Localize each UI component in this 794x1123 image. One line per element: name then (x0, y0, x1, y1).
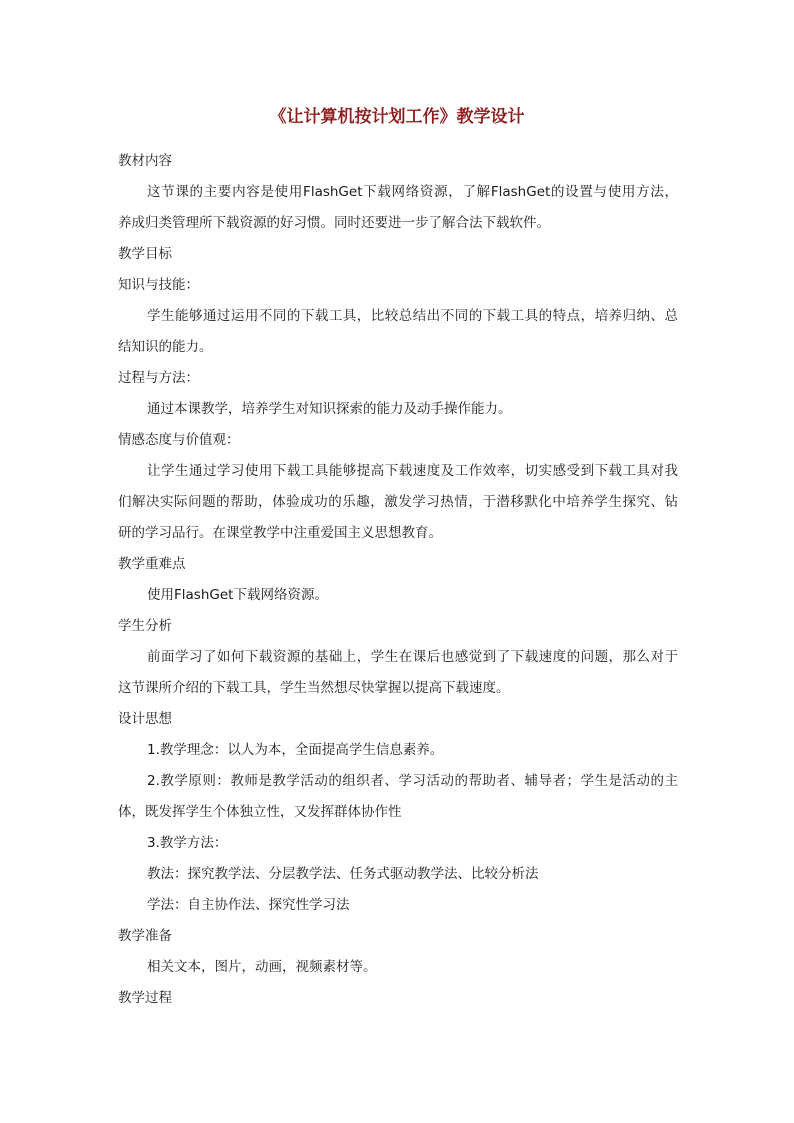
text-line: 教材内容 (118, 153, 172, 169)
text-line: 1.教学理念：以人为本，全面提高学生信息素养。 (147, 742, 444, 758)
text-line: 们解决实际问题的帮助，体验成功的乐趣，激发学习热情，于潜移默化中培养学生探究、钻 (118, 494, 678, 510)
text-line: 教法：探究教学法、分层教学法、任务式驱动教学法、比较分析法 (147, 866, 539, 882)
text-line: 情感态度与价值观： (118, 432, 240, 448)
text-line: 让学生通过学习使用下载工具能够提高下载速度及工作效率，切实感受到下载工具对我 (147, 463, 678, 479)
text-line: 过程与方法： (118, 370, 199, 386)
text-line: 教学重难点 (118, 556, 186, 572)
text-line: 教学过程 (118, 990, 172, 1006)
text-line: 结知识的能力。 (118, 339, 213, 355)
text-line: 通过本课教学，培养学生对知识探索的能力及动手操作能力。 (147, 401, 512, 417)
text-line: 2.教学原则：教师是教学活动的组织者、学习活动的帮助者、辅导者；学生是活动的主 (147, 773, 678, 789)
text-line: 研的学习品行。在课堂教学中注重爱国主义思想教育。 (118, 525, 442, 541)
text-line: 养成归类管理所下载资源的好习惯。同时还要进一步了解合法下载软件。 (118, 215, 550, 231)
text-line: 学生分析 (118, 618, 172, 634)
text-line: 设计思想 (118, 711, 172, 727)
text-line: 学法：自主协作法、探究性学习法 (147, 897, 350, 913)
text-line: 这节课的主要内容是使用FlashGet下载网络资源，了解FlashGet的设置与使用方法， (147, 184, 678, 200)
text-line: 3.教学方法： (147, 835, 228, 851)
text-line: 体，既发挥学生个体独立性，又发挥群体协作性 (118, 804, 402, 820)
text-line: 使用FlashGet下载网络资源。 (147, 587, 328, 603)
text-line: 相关文本，图片，动画，视频素材等。 (147, 959, 377, 975)
document-title: 《让计算机按计划工作》教学设计 (269, 107, 525, 127)
text-line: 知识与技能： (118, 277, 199, 293)
text-line: 教学目标 (118, 246, 172, 262)
text-line: 学生能够通过运用不同的下载工具，比较总结出不同的下载工具的特点，培养归纳、总 (147, 308, 678, 324)
text-line: 这节课所介绍的下载工具，学生当然想尽快掌握以提高下载速度。 (118, 680, 510, 696)
document-body (118, 146, 678, 1014)
text-line: 教学准备 (118, 928, 172, 944)
text-line: 前面学习了如何下载资源的基础上，学生在课后也感觉到了下载速度的问题，那么对于 (147, 649, 678, 665)
